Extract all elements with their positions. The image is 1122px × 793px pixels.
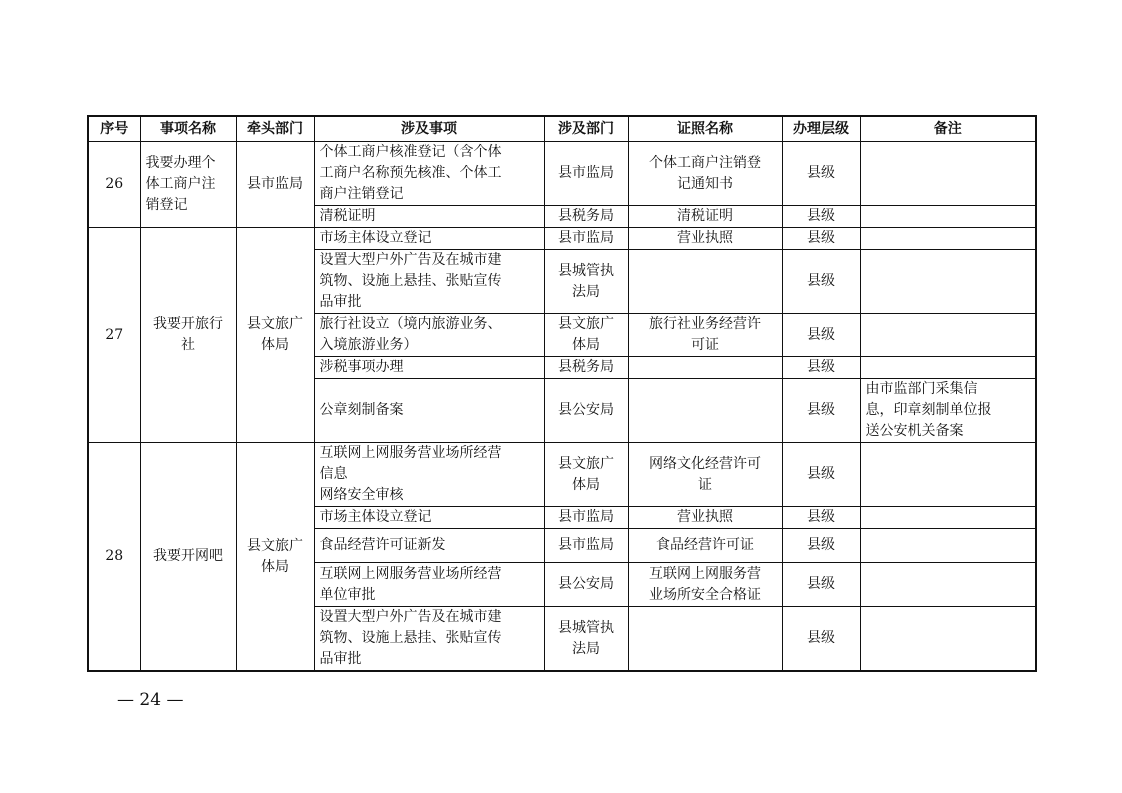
header-lead-dept: 牵头部门 <box>236 116 314 142</box>
note-cell <box>860 250 1036 314</box>
item-name-cell: 我要办理个 体工商户注 销登记 <box>140 142 236 228</box>
table-row <box>88 443 1036 507</box>
cert-name-cell <box>628 357 782 379</box>
note-cell: 由市监部门采集信 息，印章刻制单位报 送公安机关备案 <box>860 379 1036 443</box>
lead-dept-cell: 县文旅广 体局 <box>236 443 314 672</box>
header-involved-item: 涉及事项 <box>314 116 544 142</box>
cert-name-cell: 食品经营许可证 <box>628 529 782 563</box>
header-note: 备注 <box>860 116 1036 142</box>
cert-name-cell <box>628 250 782 314</box>
level-cell: 县级 <box>782 357 860 379</box>
involved-item-cell: 互联网上网服务营业场所经营 信息 网络安全审核 <box>314 443 544 507</box>
level-cell: 县级 <box>782 563 860 607</box>
item-name-cell: 我要开网吧 <box>140 443 236 672</box>
level-cell: 县级 <box>782 529 860 563</box>
seq-cell: 27 <box>88 228 140 443</box>
level-cell: 县级 <box>782 206 860 228</box>
seq-cell: 28 <box>88 443 140 672</box>
level-cell: 县级 <box>782 142 860 206</box>
table-row <box>88 142 1036 206</box>
involved-dept-cell: 县城管执 法局 <box>544 607 628 672</box>
involved-item-cell: 公章刻制备案 <box>314 379 544 443</box>
item-name-cell: 我要开旅行 社 <box>140 228 236 443</box>
cert-name-cell: 网络文化经营许可 证 <box>628 443 782 507</box>
involved-item-cell: 设置大型户外广告及在城市建 筑物、设施上悬挂、张贴宣传 品审批 <box>314 250 544 314</box>
note-cell <box>860 607 1036 672</box>
level-cell: 县级 <box>782 443 860 507</box>
cert-name-cell: 营业执照 <box>628 228 782 250</box>
cert-name-cell: 互联网上网服务营 业场所安全合格证 <box>628 563 782 607</box>
involved-dept-cell: 县税务局 <box>544 357 628 379</box>
involved-item-cell: 个体工商户核准登记（含个体 工商户名称预先核准、个体工 商户注销登记 <box>314 142 544 206</box>
cert-name-cell <box>628 379 782 443</box>
seq-cell: 26 <box>88 142 140 228</box>
involved-dept-cell: 县税务局 <box>544 206 628 228</box>
involved-item-cell: 旅行社设立（境内旅游业务、 入境旅游业务） <box>314 314 544 357</box>
header-seq: 序号 <box>88 116 140 142</box>
cert-name-cell: 旅行社业务经营许 可证 <box>628 314 782 357</box>
cert-name-cell: 清税证明 <box>628 206 782 228</box>
lead-dept-cell: 县市监局 <box>236 142 314 228</box>
involved-dept-cell: 县城管执 法局 <box>544 250 628 314</box>
involved-dept-cell: 县市监局 <box>544 142 628 206</box>
cert-name-cell: 个体工商户注销登 记通知书 <box>628 142 782 206</box>
table-header-row <box>88 116 1036 142</box>
table-row <box>88 228 1036 250</box>
involved-dept-cell: 县市监局 <box>544 529 628 563</box>
level-cell: 县级 <box>782 607 860 672</box>
involved-item-cell: 市场主体设立登记 <box>314 228 544 250</box>
involved-item-cell: 互联网上网服务营业场所经营 单位审批 <box>314 563 544 607</box>
note-cell <box>860 529 1036 563</box>
lead-dept-cell: 县文旅广 体局 <box>236 228 314 443</box>
involved-dept-cell: 县市监局 <box>544 228 628 250</box>
involved-dept-cell: 县文旅广 体局 <box>544 314 628 357</box>
level-cell: 县级 <box>782 228 860 250</box>
level-cell: 县级 <box>782 314 860 357</box>
involved-item-cell: 清税证明 <box>314 206 544 228</box>
note-cell <box>860 206 1036 228</box>
header-level: 办理层级 <box>782 116 860 142</box>
service-items-table <box>87 115 1037 672</box>
note-cell <box>860 357 1036 379</box>
involved-dept-cell: 县公安局 <box>544 563 628 607</box>
note-cell <box>860 142 1036 206</box>
header-cert-name: 证照名称 <box>628 116 782 142</box>
involved-item-cell: 市场主体设立登记 <box>314 507 544 529</box>
page-number: — 24 — <box>117 690 184 710</box>
note-cell <box>860 443 1036 507</box>
level-cell: 县级 <box>782 379 860 443</box>
involved-dept-cell: 县文旅广 体局 <box>544 443 628 507</box>
note-cell <box>860 507 1036 529</box>
involved-dept-cell: 县公安局 <box>544 379 628 443</box>
involved-item-cell: 设置大型户外广告及在城市建 筑物、设施上悬挂、张贴宣传 品审批 <box>314 607 544 672</box>
note-cell <box>860 228 1036 250</box>
note-cell <box>860 314 1036 357</box>
note-cell <box>860 563 1036 607</box>
level-cell: 县级 <box>782 507 860 529</box>
involved-item-cell: 涉税事项办理 <box>314 357 544 379</box>
cert-name-cell <box>628 607 782 672</box>
level-cell: 县级 <box>782 250 860 314</box>
involved-item-cell: 食品经营许可证新发 <box>314 529 544 563</box>
header-item-name: 事项名称 <box>140 116 236 142</box>
involved-dept-cell: 县市监局 <box>544 507 628 529</box>
cert-name-cell: 营业执照 <box>628 507 782 529</box>
header-involved-dept: 涉及部门 <box>544 116 628 142</box>
